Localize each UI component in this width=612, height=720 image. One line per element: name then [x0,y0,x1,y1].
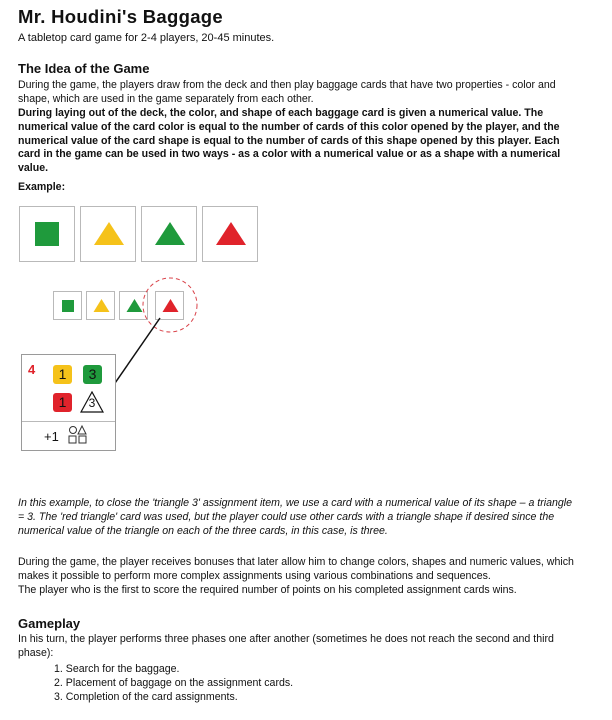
green-square-icon [62,300,74,312]
yellow-triangle-icon [81,207,137,263]
small-card-yellow-triangle [86,291,115,320]
green-triangle-icon [142,207,198,263]
list-item: 2. Placement of baggage on the assignment cards. [54,677,294,689]
small-card-red-triangle [155,291,184,320]
big-card-green-square [19,206,75,262]
red-triangle-icon [203,207,259,263]
bonuses-paragraph-1: During the game, the player receives bonuses that later allow him to change colors, shapes and numeric values, which makes it possible to perform more complex assignments using various combinations and sequences. [18,556,574,582]
list-item: 1. Search for the baggage. [54,663,180,675]
yellow-triangle-icon [87,292,116,321]
assignment-card [21,354,116,451]
gameplay-intro: In his turn, the player performs three phases one after another (sometimes he does not reach the second and third phase): [18,633,554,659]
example-caption: In this example, to close the 'triangle 3' assignment item, we use a card with a numerical value of its shape – a triangle = 3. The 'red triangle' card was used, but the player could use other cards with a triangle shape if desired since the numerical value of the triangle on each of the three cards, in this case, is three. [18,497,573,537]
big-card-red-triangle [202,206,258,262]
shapes-bonus-icon [67,425,89,445]
page-title: Mr. Houdini's Baggage [18,6,223,27]
example-label: Example: [18,181,66,193]
bonus-text: +1 [44,429,59,444]
green-square-icon [35,222,59,246]
small-card-green-square [53,291,82,320]
big-card-green-triangle [141,206,197,262]
small-card-green-triangle [119,291,148,320]
green-triangle-icon [120,292,149,321]
yellow-value-cell: 1 [53,365,72,384]
idea-heading: The Idea of the Game [18,61,150,76]
big-card-yellow-triangle [80,206,136,262]
idea-paragraph-1: During the game, the players draw from the deck and then play baggage cards that have two properties - color and shape, which are used in the game separately from each other. [18,79,556,105]
triangle-value: 3 [88,396,96,410]
green-value-cell: 3 [83,365,102,384]
bonuses-paragraph-2: The player who is the first to score the required number of points on his completed assignment cards wins. [18,584,517,596]
assignment-points: 4 [28,362,36,377]
red-triangle-icon [156,292,185,321]
list-item: 3. Completion of the card assignments. [54,691,238,703]
page-subtitle: A tabletop card game for 2-4 players, 20-45 minutes. [18,32,275,44]
idea-paragraph-2: During laying out of the deck, the color, and shape of each baggage card is given a numerical value. The numerical value of the card color is equal to the number of cards of this color opened by the player, and the numerical value of the card shape is equal to the number of cards of this shape opened by this player. Each card in the game can be used in two ways - as a color with a numerical value or as a shape with a numerical value. [18,107,561,175]
red-value-cell: 1 [53,393,72,412]
card-divider [22,421,115,422]
gameplay-heading: Gameplay [18,616,81,631]
